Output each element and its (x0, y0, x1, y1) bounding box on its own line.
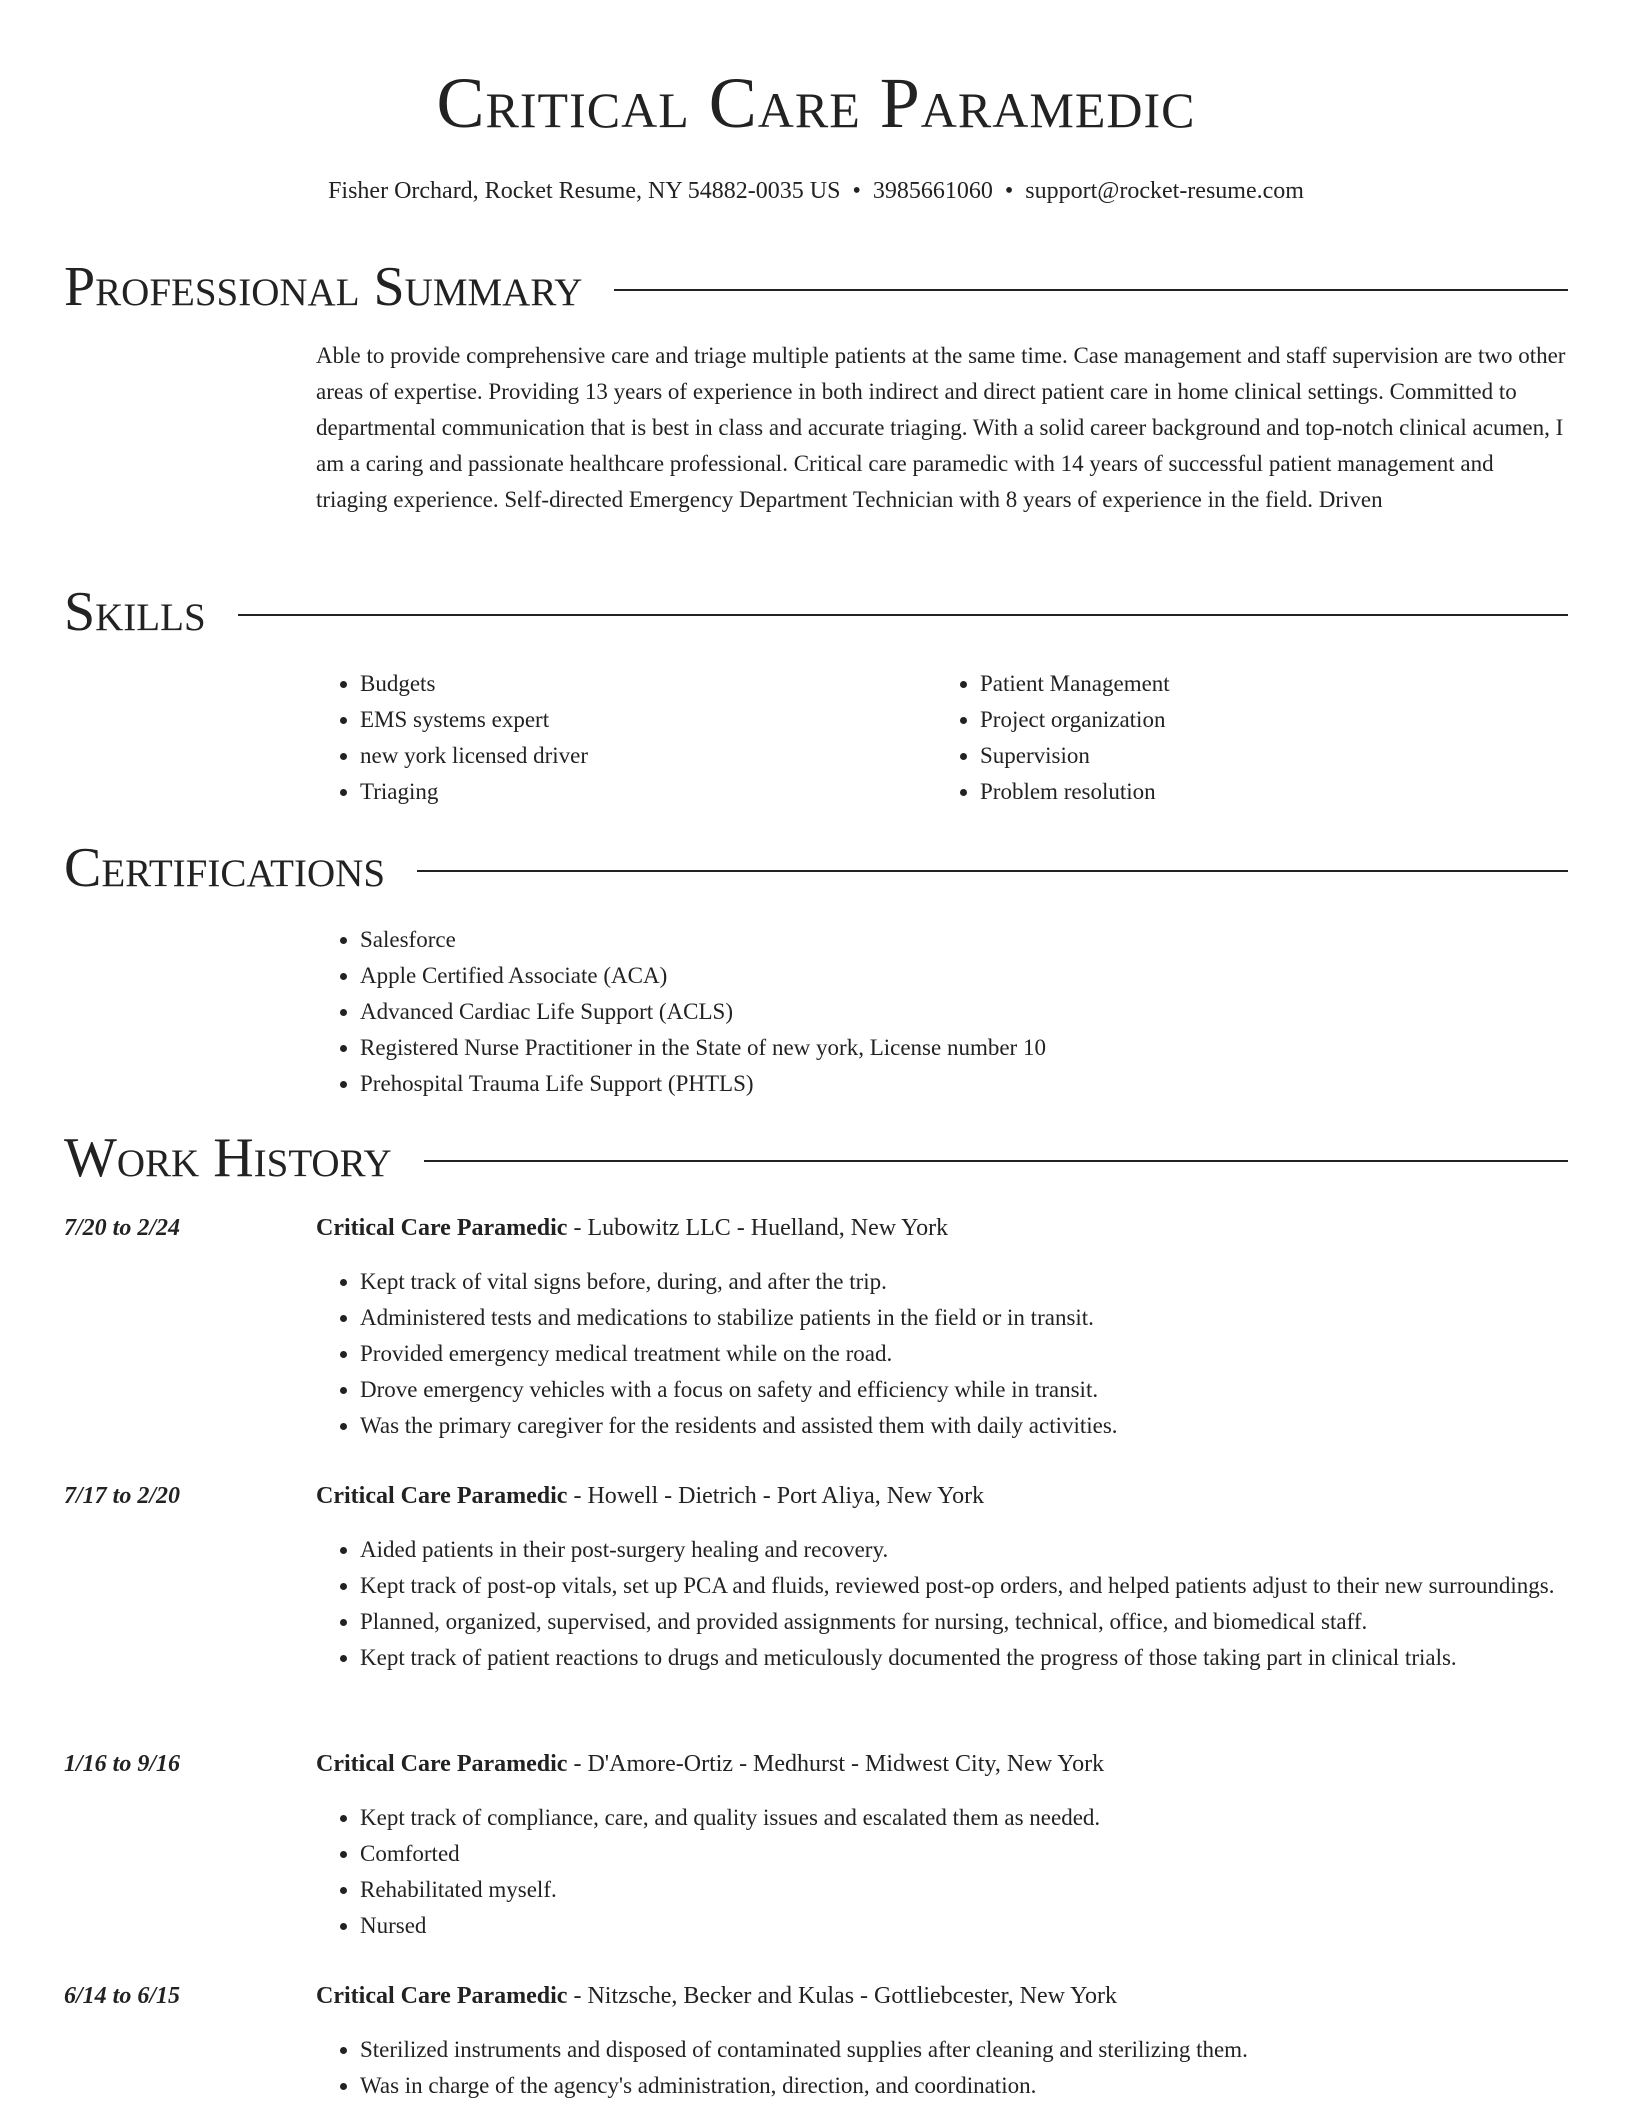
job-duty-item: • Aided patients in their post-surgery healing and recovery. (360, 1532, 1570, 1568)
certification-item: • Advanced Cardiac Life Support (ACLS) (360, 994, 1570, 1030)
job-dates: 7/20 to 2/24 (64, 1215, 181, 1241)
section-divider (424, 1160, 1568, 1162)
certification-item: • Prehospital Trauma Life Support (PHTLS) (360, 1066, 1570, 1102)
skill-item: • Budgets (360, 666, 936, 702)
skill-item: • Patient Management (980, 666, 1556, 702)
skills-column-right (936, 666, 1556, 810)
summary-section-title: Professional Summary (64, 256, 583, 318)
job-dates: 1/16 to 9/16 (64, 1751, 181, 1777)
job-duties (316, 1800, 1570, 1944)
job-role: Critical Care Paramedic (316, 1751, 568, 1777)
job-employer: - Howell - Dietrich - Port Aliya, New York (567, 1483, 985, 1509)
job-duty-item: • Sterilized instruments and disposed of contaminated supplies after cleaning and sterilizing them. (360, 2032, 1570, 2068)
certifications-section-header (64, 836, 1568, 900)
job-role: Critical Care Paramedic (316, 1483, 568, 1509)
job-role: Critical Care Paramedic (316, 1215, 568, 1241)
job-headline (316, 1978, 1117, 2014)
job-headline (316, 1478, 984, 1514)
job-headline (316, 1210, 948, 1246)
section-divider (614, 289, 1568, 291)
job-duty-item: • Administered tests and medications to stabilize patients in the field or in transit. (360, 1300, 1570, 1336)
contact-address: Fisher Orchard, Rocket Resume, NY 54882-0035 US (328, 178, 841, 204)
job-duty-item: • Kept track of patient reactions to drugs and meticulously documented the progress of those taking part in clinical trials. (360, 1640, 1570, 1676)
skills-section-header (64, 580, 1568, 644)
summary-text: Able to provide comprehensive care and triage multiple patients at the same time. Case management and staff supervision are two other areas of expertise. Providing 13 years of experience in both indirect and direct patient care in home clinical settings. Committed to departmental communication that is best in class and accurate triaging. With a solid career background and top-notch clinical acumen, I am a caring and passionate healthcare professional. Critical care paramedic with 14 years of successful patient management and triaging experience. Self-directed Emergency Department Technician with 8 years of experience in the field. Driven (316, 343, 1566, 512)
certification-item: • Apple Certified Associate (ACA) (360, 958, 1570, 994)
skill-item: • Project organization (980, 702, 1556, 738)
job-employer: - D'Amore-Ortiz - Medhurst - Midwest City, New York (567, 1751, 1105, 1777)
certifications-list (316, 922, 1570, 1102)
job-duty-item: • Comforted (360, 1836, 1570, 1872)
job-duty-item: • Planned, organized, supervised, and provided assignments for nursing, technical, office, and biomedical staff. (360, 1604, 1570, 1640)
job-duties (316, 2032, 1570, 2104)
job-duty-item: • Nursed (360, 1908, 1570, 1944)
skill-item: • new york licensed driver (360, 738, 936, 774)
job-duty-item: • Kept track of post-op vitals, set up PCA and fluids, reviewed post-op orders, and helped patients adjust to their new surroundings. (360, 1568, 1570, 1604)
section-divider (417, 870, 1568, 872)
skill-item: • Problem resolution (980, 774, 1556, 810)
job-duties (316, 1532, 1570, 1676)
job-duties (316, 1264, 1570, 1444)
contact-phone: 3985661060 (872, 178, 993, 204)
job-duty-item: • Was the primary caregiver for the residents and assisted them with daily activities. (360, 1408, 1570, 1444)
job-duty-item: • Was in charge of the agency's administration, direction, and coordination. (360, 2068, 1570, 2104)
candidate-title: Critical Care Paramedic (436, 63, 1196, 143)
work-history-section-title: Work History (64, 1127, 392, 1189)
certification-item: • Registered Nurse Practitioner in the State of new york, License number 10 (360, 1030, 1570, 1066)
contact-separator: • (1004, 178, 1014, 204)
skills-column-left (316, 666, 936, 810)
skills-list (316, 666, 1570, 810)
contact-line (0, 174, 1632, 208)
work-history-section-header (64, 1126, 1568, 1190)
contact-separator: • (852, 178, 861, 204)
job-duty-item: • Drove emergency vehicles with a focus on safety and efficiency while in transit. (360, 1372, 1570, 1408)
job-duty-item: • Rehabilitated myself. (360, 1872, 1570, 1908)
job-duty-item: • Kept track of vital signs before, during, and after the trip. (360, 1264, 1570, 1300)
section-divider (238, 614, 1568, 616)
job-duty-item: • Kept track of compliance, care, and quality issues and escalated them as needed. (360, 1800, 1570, 1836)
contact-email: support@rocket-resume.com (1025, 178, 1304, 204)
job-employer: - Nitzsche, Becker and Kulas - Gottliebcester, New York (567, 1983, 1118, 2009)
skills-section-title: Skills (64, 581, 206, 643)
job-employer: - Lubowitz LLC - Huelland, New York (567, 1215, 949, 1241)
job-duty-item: • Provided emergency medical treatment while on the road. (360, 1336, 1570, 1372)
certifications-section-title: Certifications (64, 837, 386, 899)
summary-section-header (64, 255, 1568, 319)
job-role: Critical Care Paramedic (316, 1983, 568, 2009)
job-headline (316, 1746, 1104, 1782)
skill-item: • EMS systems expert (360, 702, 936, 738)
skill-item: • Supervision (980, 738, 1556, 774)
job-dates: 6/14 to 6/15 (64, 1983, 181, 2009)
skill-item: • Triaging (360, 774, 936, 810)
job-dates: 7/17 to 2/20 (64, 1483, 181, 1509)
certification-item: • Salesforce (360, 922, 1570, 958)
